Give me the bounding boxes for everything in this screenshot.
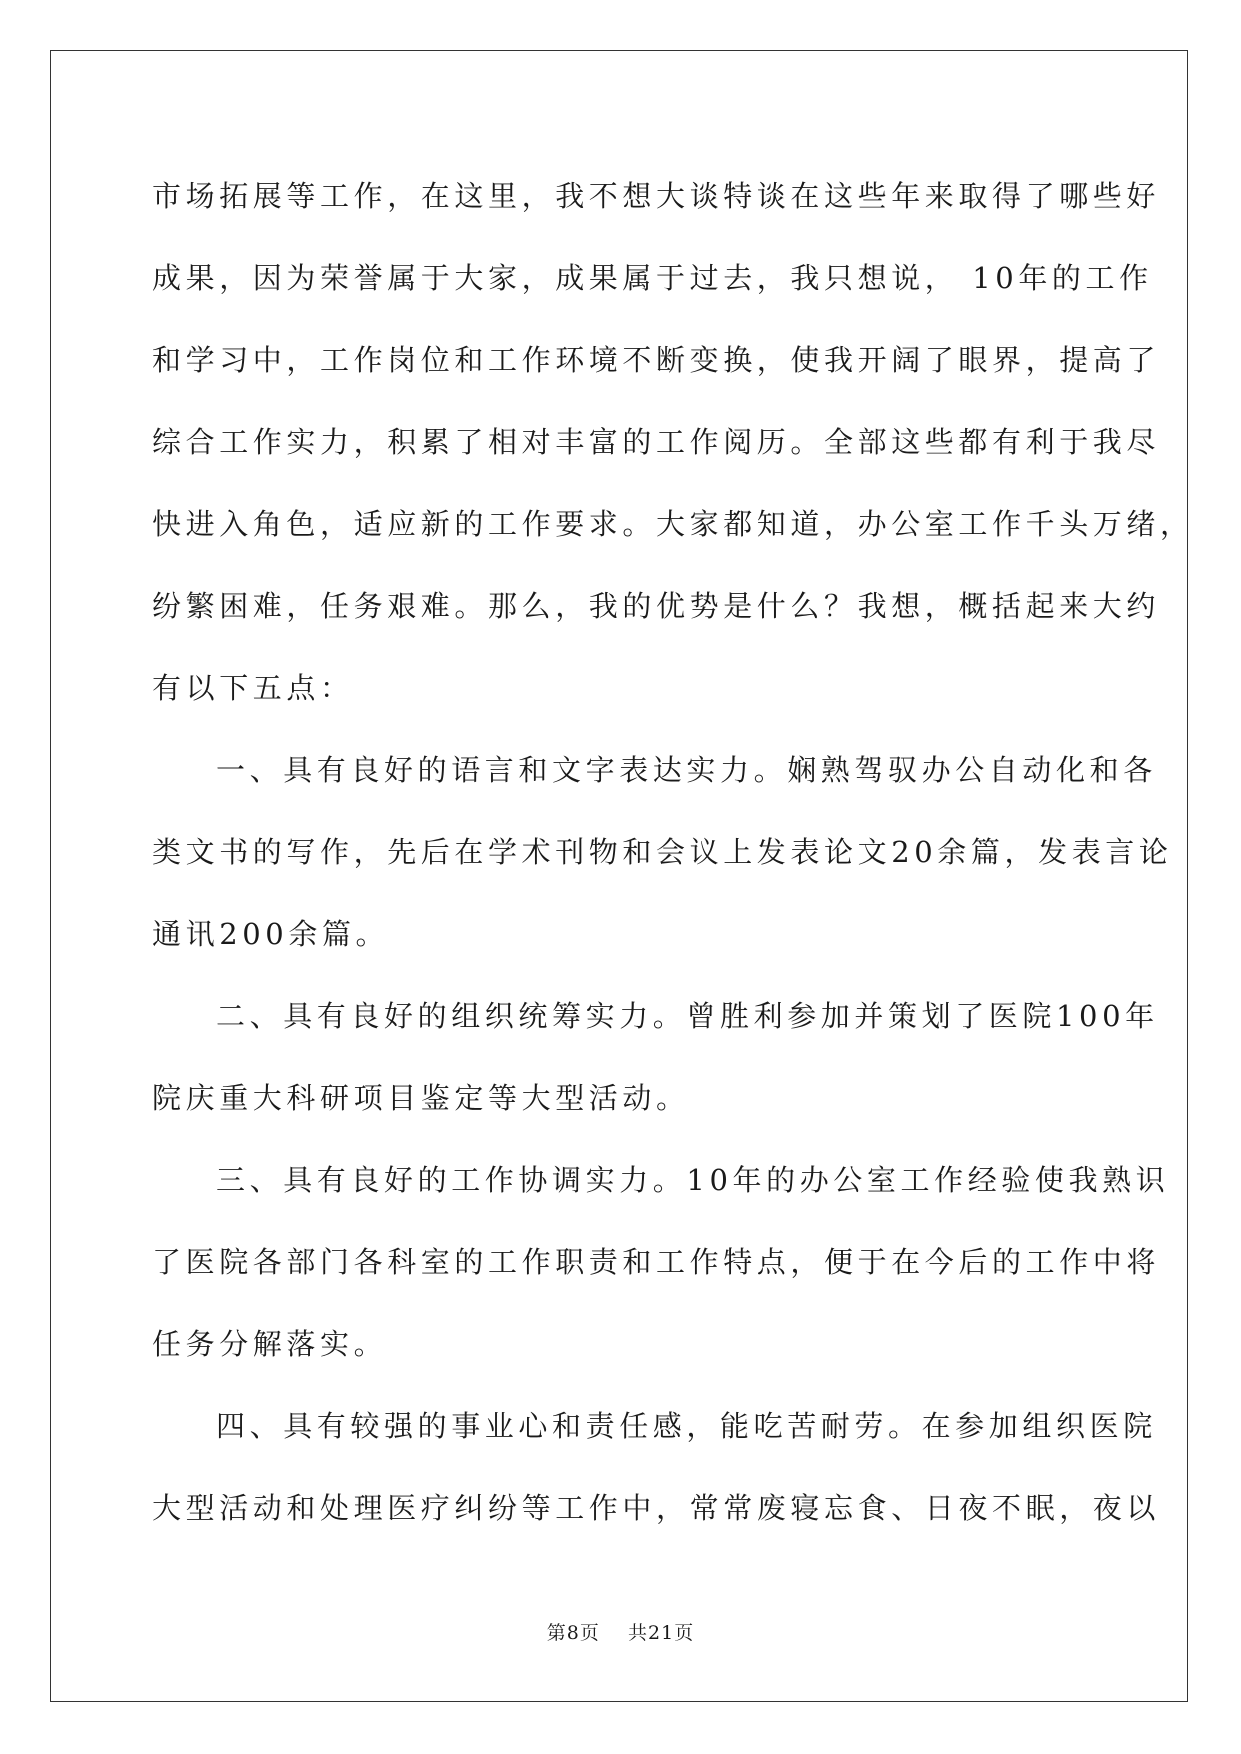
text-line: 类文书的写作，先后在学术刊物和会议上发表论文20余篇，发表言论	[152, 835, 1173, 869]
text-line: 任务分解落实。	[152, 1327, 388, 1361]
paragraph-start-line: 四、具有较强的事业心和责任感，能吃苦耐劳。在参加组织医院	[216, 1409, 1157, 1443]
document-body	[152, 155, 1194, 1549]
text-line: 有以下五点：	[152, 671, 354, 705]
page-number-footer: 第8页 共21页	[546, 1622, 695, 1644]
text-line: 了医院各部门各科室的工作职责和工作特点，便于在今后的工作中将	[152, 1245, 1161, 1279]
text-line: 大型活动和处理医疗纠纷等工作中，常常废寝忘食、日夜不眠，夜以	[152, 1491, 1161, 1525]
paragraph-start-line: 一、具有良好的语言和文字表达实力。娴熟驾驭办公自动化和各	[216, 753, 1157, 787]
text-line: 成果，因为荣誉属于大家，成果属于过去，我只想说， 10年的工作	[152, 261, 1153, 295]
text-line: 通讯200余篇。	[152, 917, 390, 951]
text-line: 快进入角色，适应新的工作要求。大家都知道，办公室工作千头万绪，	[152, 507, 1194, 541]
text-line: 院庆重大科研项目鉴定等大型活动。	[152, 1081, 690, 1115]
text-line: 和学习中，工作岗位和工作环境不断变换，使我开阔了眼界，提高了	[152, 343, 1161, 377]
paragraph-start-line: 二、具有良好的组织统筹实力。曾胜利参加并策划了医院100年	[216, 999, 1159, 1033]
text-line: 市场拓展等工作，在这里，我不想大谈特谈在这些年来取得了哪些好	[152, 179, 1161, 213]
paragraph-start-line: 三、具有良好的工作协调实力。10年的办公室工作经验使我熟识	[216, 1163, 1170, 1197]
text-line: 综合工作实力，积累了相对丰富的工作阅历。全部这些都有利于我尽	[152, 425, 1161, 459]
text-line: 纷繁困难，任务艰难。那么，我的优势是什么？我想，概括起来大约	[152, 589, 1161, 623]
